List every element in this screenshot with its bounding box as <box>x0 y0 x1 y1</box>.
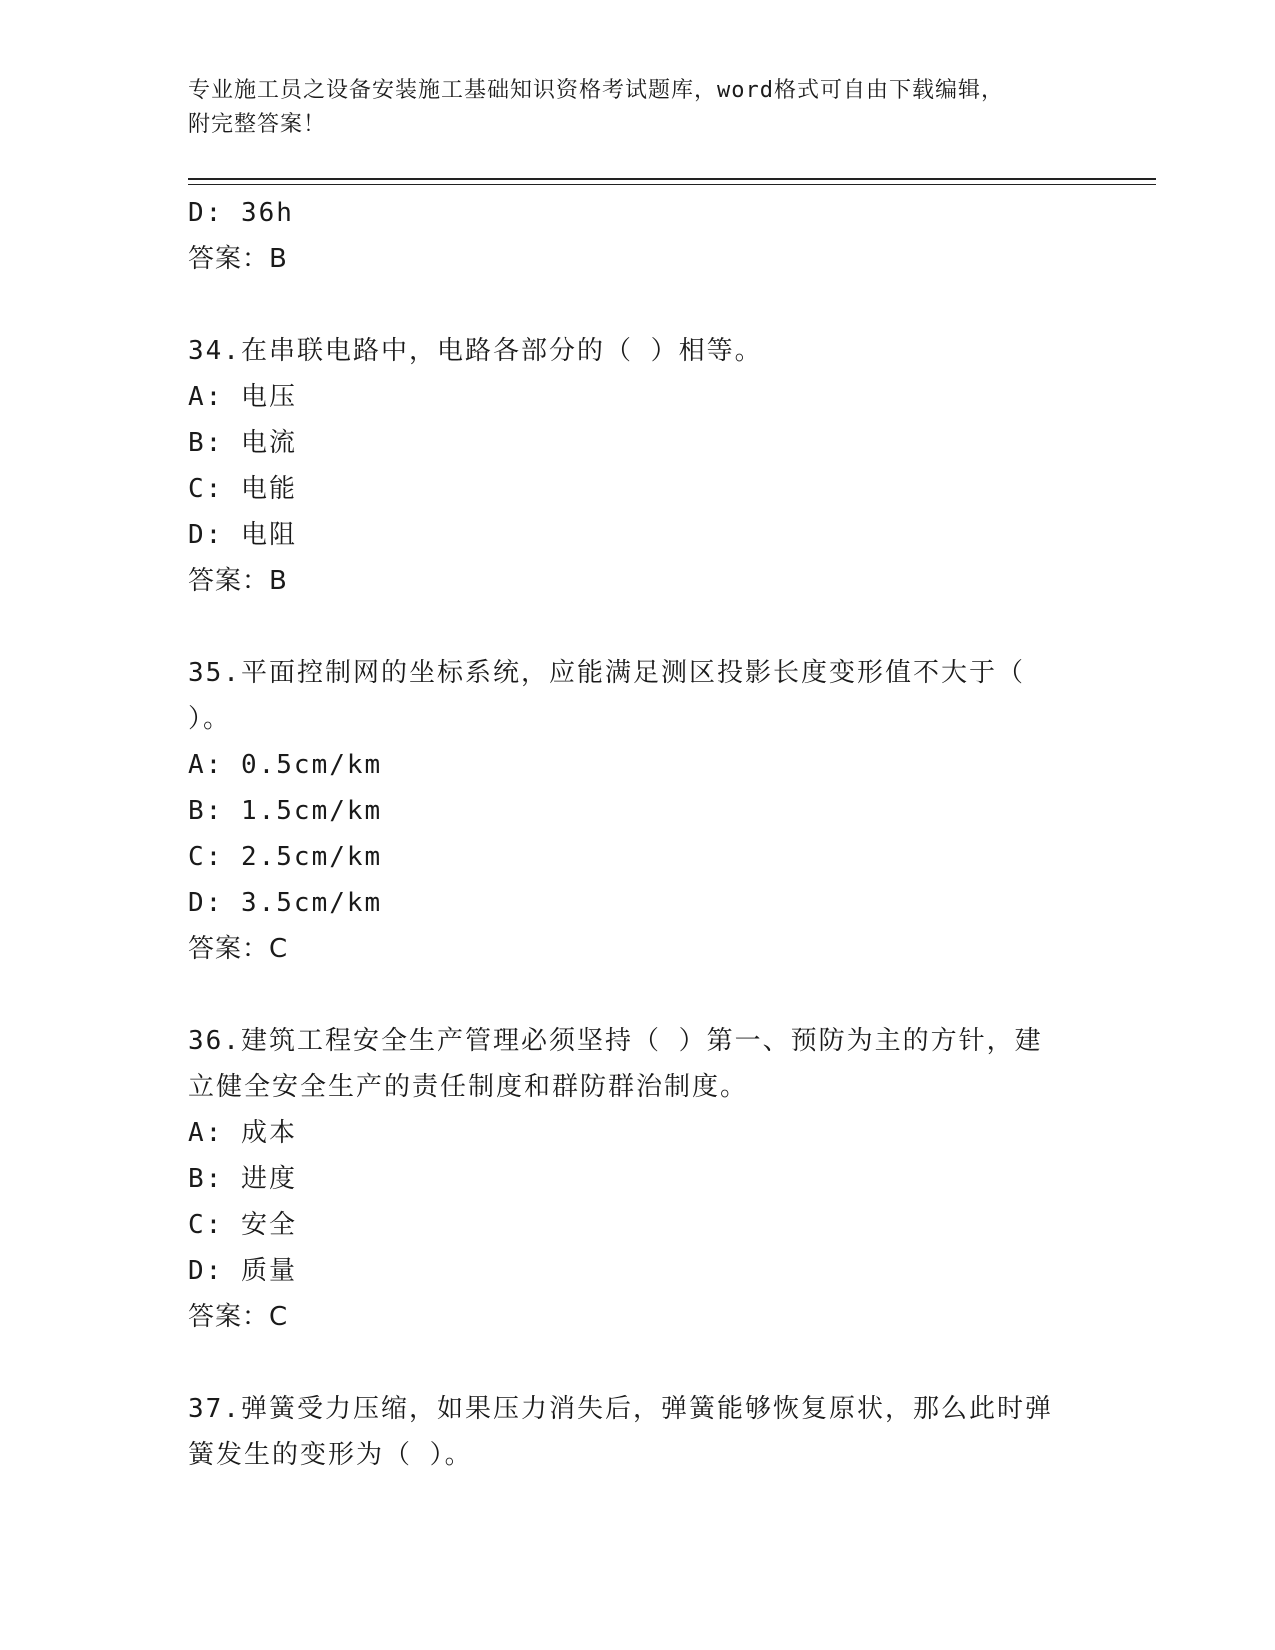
option-b: B: 1.5cm/km <box>188 796 383 826</box>
header-line-2: 附完整答案！ <box>188 112 327 137</box>
option-a: A: 0.5cm/km <box>188 750 383 780</box>
question-35 <box>188 650 1088 972</box>
question-34 <box>188 328 1088 604</box>
document-header <box>188 74 1088 142</box>
option-d: D: 36h <box>188 198 294 228</box>
header-line-1: 专业施工员之设备安装施工基础知识资格考试题库，word格式可自由下载编辑， <box>188 78 1004 103</box>
question-stem-line-2: ）。 <box>188 704 232 734</box>
question-stem-line-1: 36.建筑工程安全生产管理必须坚持（ ）第一、预防为主的方针，建 <box>188 1026 1043 1056</box>
option-c: C: 电能 <box>188 474 297 504</box>
question-37 <box>188 1386 1088 1478</box>
option-c: C: 安全 <box>188 1210 297 1240</box>
option-d: D: 质量 <box>188 1256 297 1286</box>
option-d: D: 3.5cm/km <box>188 888 383 918</box>
question-36 <box>188 1018 1088 1340</box>
option-b: B: 电流 <box>188 428 297 458</box>
question-33-tail <box>188 190 1088 282</box>
header-rule-thin <box>188 184 1156 185</box>
question-stem-line-2: 立健全安全生产的责任制度和群防群治制度。 <box>188 1072 749 1102</box>
answer-line: 答案：B <box>188 566 288 596</box>
question-stem-line-2: 簧发生的变形为（ ）。 <box>188 1440 473 1470</box>
question-stem-line-1: 35.平面控制网的坐标系统，应能满足测区投影长度变形值不大于（ <box>188 658 1025 688</box>
header-rule-thick <box>188 178 1156 180</box>
option-d: D: 电阻 <box>188 520 297 550</box>
option-b: B: 进度 <box>188 1164 297 1194</box>
question-stem-line-1: 37.弹簧受力压缩，如果压力消失后，弹簧能够恢复原状，那么此时弹 <box>188 1394 1053 1424</box>
option-a: A: 成本 <box>188 1118 297 1148</box>
option-a: A: 电压 <box>188 382 297 412</box>
answer-line: 答案：C <box>188 934 289 964</box>
answer-line: 答案：B <box>188 244 288 274</box>
option-c: C: 2.5cm/km <box>188 842 383 872</box>
answer-line: 答案：C <box>188 1302 289 1332</box>
question-stem: 34.在串联电路中，电路各部分的（ ）相等。 <box>188 336 763 366</box>
question-list <box>188 190 1088 1478</box>
